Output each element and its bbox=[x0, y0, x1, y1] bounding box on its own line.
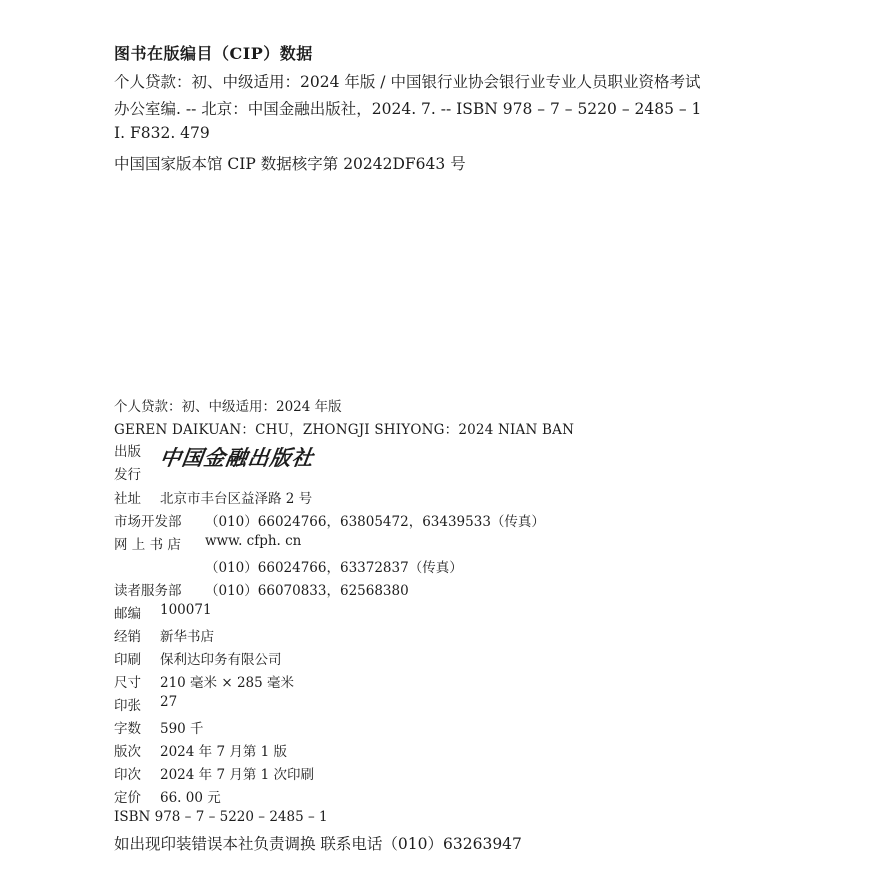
online-store-phone: （010）66024766，63372837（传真） bbox=[205, 560, 463, 576]
distributor-label: 经销 bbox=[114, 629, 141, 645]
misprint-notice: 如出现印装错误本社负责调换 联系电话（010）63263947 bbox=[114, 835, 522, 853]
impression-value: 2024 年 7 月第 1 次印刷 bbox=[160, 767, 314, 783]
word-count-value: 590 千 bbox=[160, 721, 204, 737]
cip-line-3: Ⅰ. F832. 479 bbox=[114, 124, 210, 142]
size-label: 尺寸 bbox=[114, 675, 141, 691]
impression-label: 印次 bbox=[114, 767, 141, 783]
printer-value: 保利达印务有限公司 bbox=[160, 652, 282, 668]
edition-label: 版次 bbox=[114, 744, 141, 760]
marketing-label: 市场开发部 bbox=[114, 514, 182, 530]
address-label: 社址 bbox=[114, 491, 141, 507]
edition-value: 2024 年 7 月第 1 版 bbox=[160, 744, 287, 760]
cip-line-1: 个人贷款：初、中级适用：2024 年版 / 中国银行业协会银行业专业人员职业资格考试 bbox=[114, 73, 701, 91]
sheets-label: 印张 bbox=[114, 698, 141, 714]
online-store-label: 网 上 书 店 bbox=[114, 537, 181, 553]
postcode-label: 邮编 bbox=[114, 606, 141, 622]
size-value: 210 毫米 × 285 毫米 bbox=[160, 675, 295, 691]
cip-line-4: 中国国家版本馆 CIP 数据核字第 20242DF643 号 bbox=[114, 155, 466, 173]
sheets-value: 27 bbox=[160, 694, 178, 710]
publisher-logo: 中国金融出版社 bbox=[158, 445, 316, 470]
word-count-label: 字数 bbox=[114, 721, 141, 737]
reader-service-label: 读者服务部 bbox=[114, 583, 182, 599]
reader-service-phone: （010）66070833，62568380 bbox=[205, 583, 409, 599]
address-value: 北京市丰台区益泽路 2 号 bbox=[160, 491, 313, 507]
online-store-url: www. cfph. cn bbox=[205, 533, 302, 549]
book-title: 个人贷款：初、中级适用：2024 年版 bbox=[114, 399, 342, 415]
distributor-value: 新华书店 bbox=[160, 629, 214, 645]
price-label: 定价 bbox=[114, 790, 141, 806]
publisher-label-2: 发行 bbox=[114, 467, 141, 483]
book-title-pinyin: GEREN DAIKUAN：CHU，ZHONGJI SHIYONG：2024 NIAN BAN bbox=[114, 422, 575, 438]
printer-label: 印刷 bbox=[114, 652, 141, 668]
postcode-value: 100071 bbox=[160, 602, 212, 618]
publisher-label-1: 出版 bbox=[114, 444, 141, 460]
isbn: ISBN 978 – 7 – 5220 – 2485 – 1 bbox=[114, 809, 328, 825]
cip-heading: 图书在版编目（CIP）数据 bbox=[114, 44, 313, 63]
cip-line-2: 办公室编. -- 北京：中国金融出版社，2024. 7. -- ISBN 978 – 7 – 5220 – 2485 – 1 bbox=[114, 100, 702, 118]
price-value: 66. 00 元 bbox=[160, 790, 221, 806]
marketing-phone: （010）66024766，63805472，63439533（传真） bbox=[205, 514, 545, 530]
